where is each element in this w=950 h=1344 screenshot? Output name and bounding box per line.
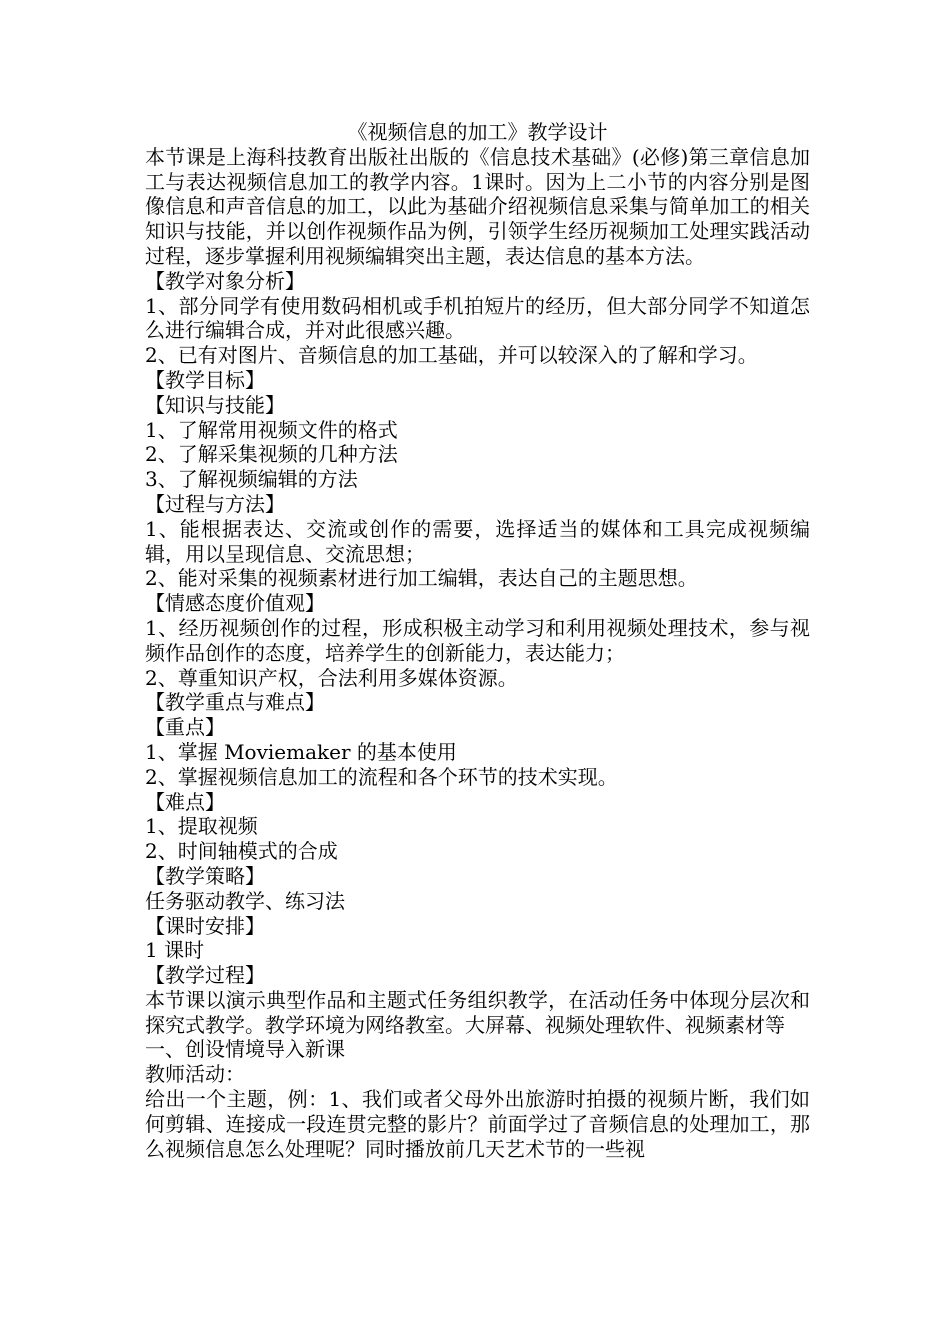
section-heading-students: 【教学对象分析】 [145,268,305,293]
strategy-text: 任务驱动教学、练习法 [145,888,345,913]
knowledge-item-1: 1、了解常用视频文件的格式 [145,417,398,442]
knowledge-item-3: 3、了解视频编辑的方法 [145,467,358,492]
section-heading-schedule: 【课时安排】 [145,913,265,938]
process-item-1: 1、能根据表达、交流或创作的需要，选择适当的媒体和工具完成视频编辑，用以呈现信息、交流思想； [145,516,810,566]
attitude-item-2: 2、尊重知识产权，合法利用多媒体资源。 [145,665,518,690]
document-body [145,120,810,1161]
section-heading-knowledge: 【知识与技能】 [145,392,285,417]
schedule-text: 1 课时 [145,938,205,963]
teacher-activity-text: 给出一个主题，例：1、我们或者父母外出旅游时拍摄的视频片断，我们如何剪辑、连接成一段连贯完整的影片？前面学过了音频信息的处理加工，那么视频信息怎么处理呢？同时播放前几天艺术节的一些视 [145,1087,810,1161]
difficult-item-2: 2、时间轴模式的合成 [145,839,338,864]
section-heading-key: 【重点】 [145,715,225,740]
intro-paragraph: 本节课是上海科技教育出版社出版的《信息技术基础》(必修)第三章信息加工与表达视频信息加工的教学内容。1课时。因为上二小节的内容分别是图像信息和声音信息的加工，以此为基础介绍视频信息采集与简单加工的相关知识与技能，并以创作视频作品为例，引领学生经历视频加工处理实践活动过程，逐步掌握利用视频编辑突出主题，表达信息的基本方法。 [145,144,810,268]
key-item-1: 1、掌握 Moviemaker 的基本使用 [145,739,457,764]
section-heading-keypoints: 【教学重点与难点】 [145,690,325,715]
document-title: 《视频信息的加工》教学设计 [347,120,608,144]
section-heading-difficult: 【难点】 [145,789,225,814]
section-heading-procedure: 【教学过程】 [145,963,265,988]
section-heading-process: 【过程与方法】 [145,491,285,516]
section-heading-strategy: 【教学策略】 [145,863,265,888]
process-item-2: 2、能对采集的视频素材进行加工编辑，表达自己的主题思想。 [145,566,698,591]
key-item-2: 2、掌握视频信息加工的流程和各个环节的技术实现。 [145,764,618,789]
knowledge-item-2: 2、了解采集视频的几种方法 [145,442,398,467]
section-heading-goals: 【教学目标】 [145,367,265,392]
difficult-item-1: 1、提取视频 [145,814,258,839]
procedure-paragraph: 本节课以演示典型作品和主题式任务组织教学，在活动任务中体现分层次和探究式教学。教学环境为网络教室。大屏幕、视频处理软件、视频素材等 [145,987,810,1037]
teacher-activity-label: 教师活动： [145,1062,245,1087]
section-heading-attitude: 【情感态度价值观】 [145,591,325,616]
attitude-item-1: 1、经历视频创作的过程，形成积极主动学习和利用视频处理技术，参与视频作品创作的态度，培养学生的创新能力，表达能力； [145,615,810,665]
students-item-2: 2、已有对图片、音频信息的加工基础，并可以较深入的了解和学习。 [145,343,758,368]
students-item-1: 1、部分同学有使用数码相机或手机拍短片的经历，但大部分同学不知道怎么进行编辑合成，并对此很感兴趣。 [145,293,810,343]
step-heading-1: 一、创设情境导入新课 [145,1037,345,1062]
